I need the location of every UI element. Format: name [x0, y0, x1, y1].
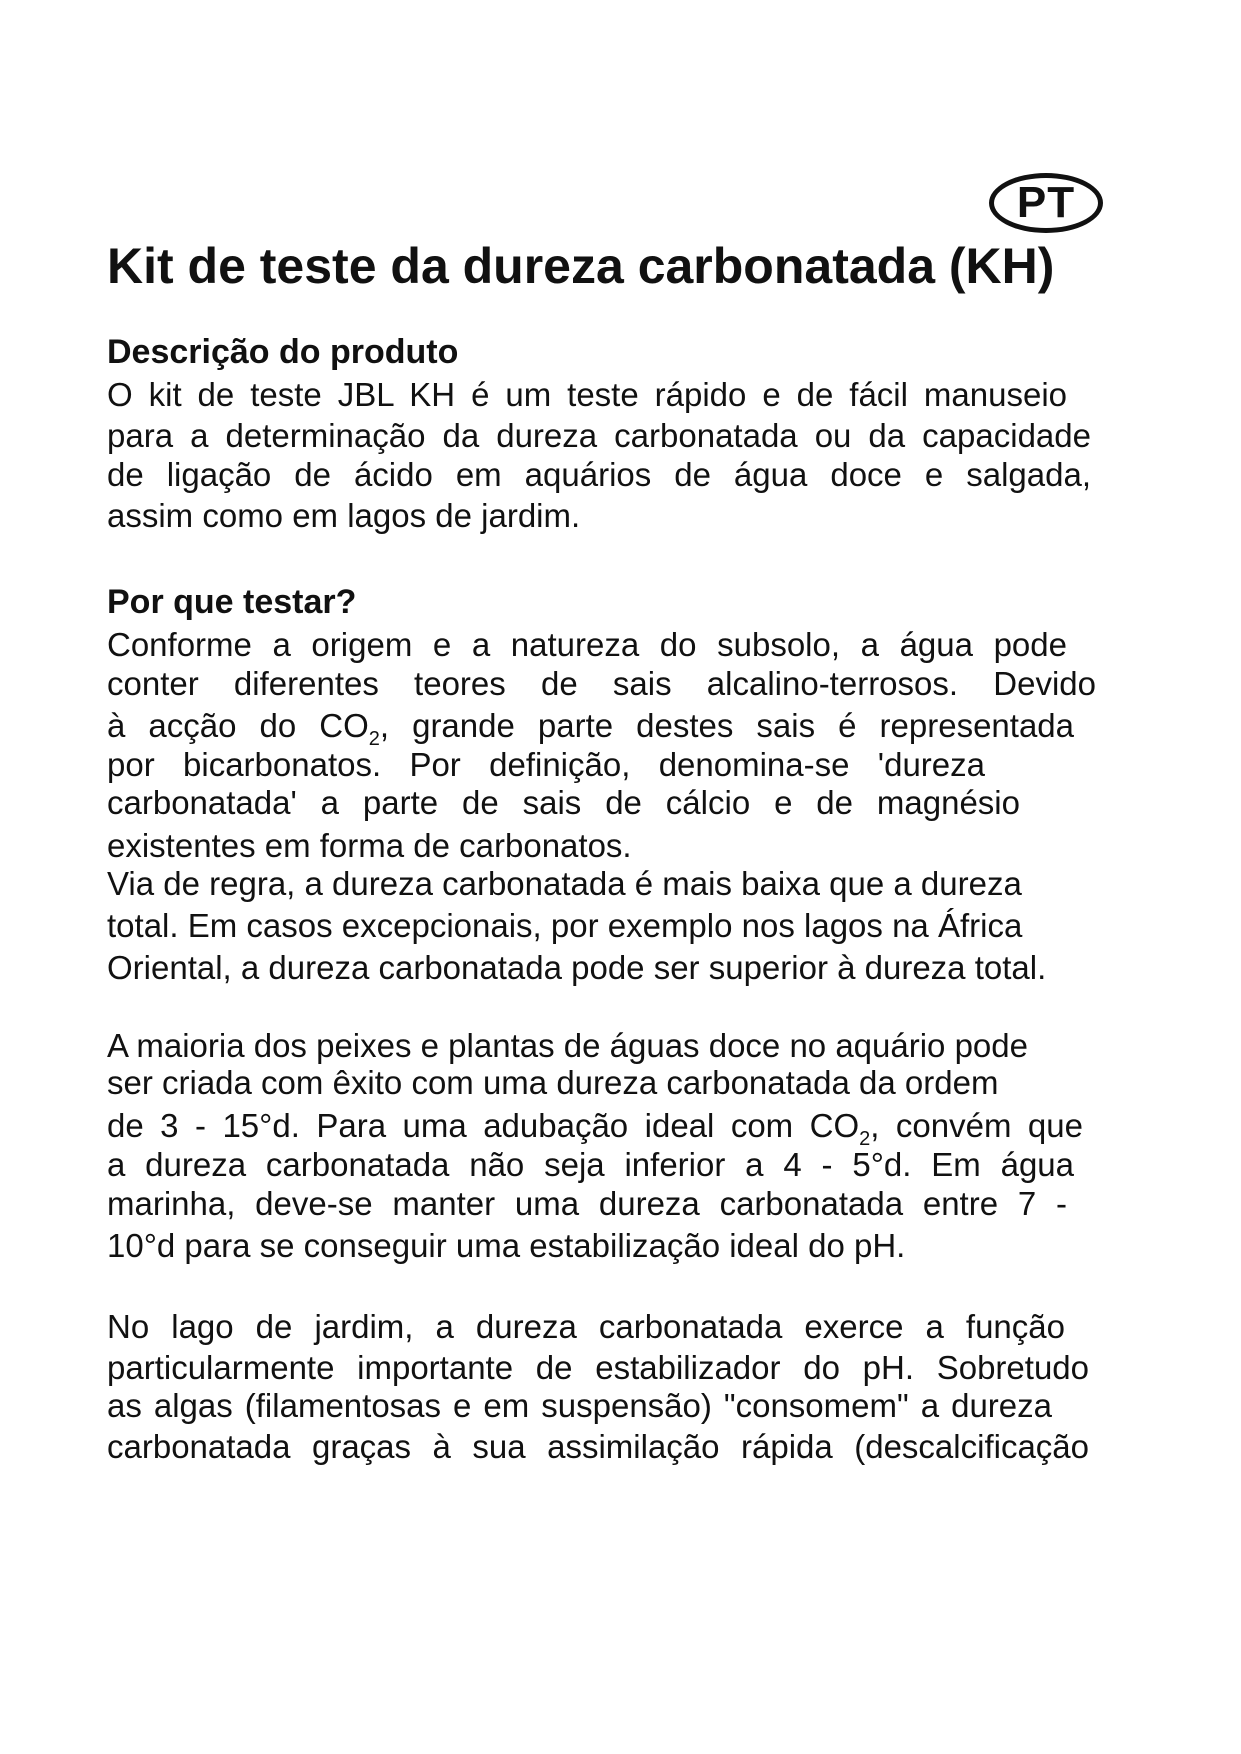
- co2-text-before: à acção do CO: [107, 707, 369, 744]
- paragraph-line: 10°d para se conseguir uma estabilização ideal do pH.: [107, 1227, 906, 1264]
- paragraph-line-co2: [107, 1106, 1083, 1150]
- paragraph-line: total. Em casos excepcionais, por exemplo nos lagos na África: [107, 907, 1023, 944]
- paragraph-line: assim como em lagos de jardim.: [107, 497, 581, 534]
- paragraph-line: A maioria dos peixes e plantas de águas doce no aquário pode: [107, 1027, 1028, 1064]
- paragraph-line: O kit de teste JBL KH é um teste rápido e de fácil manuseio: [107, 376, 1067, 413]
- paragraph-line: a dureza carbonatada não seja inferior a 4 - 5°d. Em água: [107, 1146, 1074, 1183]
- co2-text-after: , grande parte destes sais é representada: [379, 707, 1075, 744]
- paragraph-line: Via de regra, a dureza carbonatada é mais baixa que a dureza: [107, 865, 1022, 902]
- paragraph-line: Oriental, a dureza carbonatada pode ser superior à dureza total.: [107, 949, 1047, 986]
- page-title: Kit de teste da dureza carbonatada (KH): [107, 238, 1055, 294]
- paragraph-line: Conforme a origem e a natureza do subsolo, a água pode: [107, 626, 1067, 663]
- co2-subscript: 2: [859, 1128, 871, 1150]
- paragraph-line: particularmente importante de estabilizador do pH. Sobretudo: [107, 1349, 1089, 1386]
- paragraph-line: de ligação de ácido em aquários de água doce e salgada,: [107, 456, 1091, 493]
- paragraph-line: carbonatada graças à sua assimilação rápida (descalcificação: [107, 1428, 1089, 1465]
- co2-text-before: de 3 - 15°d. Para uma adubação ideal com CO: [107, 1107, 860, 1144]
- paragraph-line-co2: [107, 706, 1075, 750]
- paragraph-line: ser criada com êxito com uma dureza carbonatada da ordem: [107, 1064, 999, 1101]
- paragraph-line: conter diferentes teores de sais alcalino-terrosos. Devido: [107, 665, 1096, 702]
- paragraph-line: as algas (filamentosas e em suspensão) "consomem" a dureza: [107, 1387, 1052, 1424]
- section-heading-why-test: Por que testar?: [107, 583, 357, 621]
- paragraph-line: existentes em forma de carbonatos.: [107, 827, 632, 864]
- section-heading-description: Descrição do produto: [107, 333, 459, 371]
- paragraph-line: por bicarbonatos. Por definição, denomina-se 'dureza: [107, 746, 985, 783]
- paragraph-line: para a determinação da dureza carbonatada ou da capacidade: [107, 417, 1091, 454]
- paragraph-line: marinha, deve-se manter uma dureza carbonatada entre 7 -: [107, 1185, 1067, 1222]
- paragraph-line: No lago de jardim, a dureza carbonatada exerce a função: [107, 1308, 1065, 1345]
- language-badge: PT: [989, 173, 1103, 233]
- co2-text-after: , convém que: [870, 1107, 1083, 1144]
- paragraph-line: carbonatada' a parte de sais de cálcio e de magnésio: [107, 784, 1020, 821]
- co2-subscript: 2: [368, 728, 380, 750]
